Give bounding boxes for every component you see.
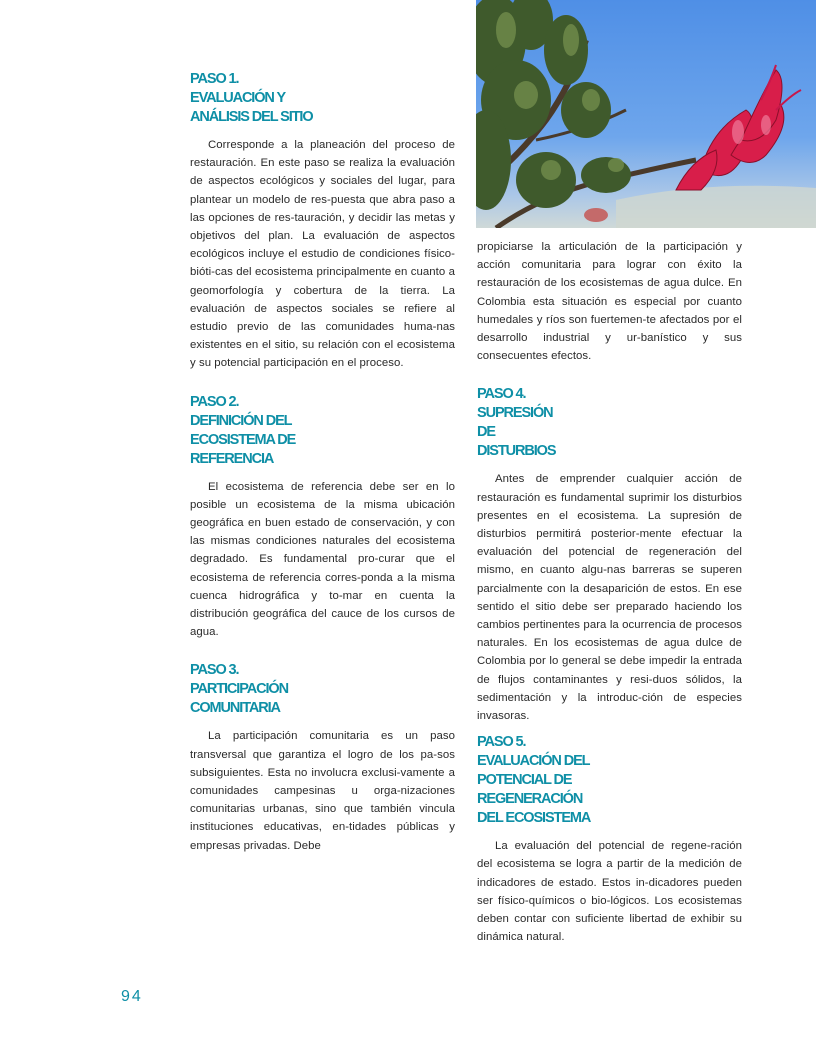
section-paso-4 (477, 385, 742, 725)
heading-line: PASO 5. (477, 734, 526, 751)
section-paso-2 (190, 393, 455, 642)
heading-line: REGENERACIÓN (477, 791, 583, 808)
page-number: 94 (121, 988, 143, 1005)
section-body: Corresponde a la planeación del proceso de restauración. En este paso se realiza la evaluación de aspectos ecológicos y sociales del lugar, para plantear un modelo de res-puesta que abra paso a las opciones de res-tauración, y decidir las metas y objetivos del plan. La evaluación de aspectos ecológicos incluye el estudio de condiciones físico-bióti-cas del ecosistema principalmente en cuanto a geomorfología y cobertura de la tierra. La evaluación de aspectos sociales se refiere al estudio previo de las comunidades huma-nas existentes en el sitio, su relación con el ecosistema y su potencial participación en el proceso. (190, 139, 455, 370)
heading-line: ANÁLISIS DEL SITIO (190, 109, 313, 125)
flower-photo (476, 0, 816, 228)
heading-line: DISTURBIOS (477, 443, 556, 460)
section-paso-3 (190, 661, 455, 854)
heading-line: PASO 1. (190, 71, 239, 87)
heading-line: EVALUACIÓN DEL (477, 753, 590, 770)
section-body: La participación comunitaria es un paso transversal que garantiza el logro de los pa-sos subsiguientes. Esta no involucra exclusi-vamente a comunidades campesinas u orga-nizaciones comunitarias urbanas, sino que también vincula instituciones educativas, en-tidades públicas y empresas privadas. Debe (190, 730, 455, 852)
section-heading (477, 733, 742, 828)
section-body: El ecosistema de referencia debe ser en lo posible un ecosistema de la misma ubicación geográfica en buen estado de conservación, y con las mismas condiciones naturales del ecosistema degradado. Es fundamental pro-curar que el ecosistema de referencia corres-ponda a la misma cuenca hidrográfica y to-mar en cuenta la distribución geográfica del cauce de los cursos de agua. (190, 480, 455, 639)
section-heading (190, 661, 455, 718)
left-column (190, 70, 455, 875)
heading-line: REFERENCIA (190, 450, 274, 467)
section-heading (477, 385, 742, 461)
heading-line: PASO 3. (190, 662, 239, 679)
heading-line: POTENCIAL DE (477, 772, 572, 789)
section-heading (190, 70, 455, 127)
heading-line: DEL ECOSISTEMA (477, 810, 591, 827)
heading-line: DE (477, 424, 495, 441)
heading-line: PASO 2. (190, 393, 239, 410)
section-body: Antes de emprender cualquier acción de restauración es fundamental suprimir los disturbios presentes en el ecosistema. La supresión de disturbios permitirá posterior-mente efectuar la evaluación del potencial de regeneración del mismo, en cuanto algu-nas barreras se superen parcialmente con la desaparición de estos. En ese sentido el sitio debe ser preparado haciendo los cambios pertinentes para la ocurrencia de procesos naturales. En los ecosistemas de agua dulce de Colombia por lo general se debe impedir la entrada de flujos contaminantes y resi-duos sólidos, la sedimentación y la introduc-ción de especies invasoras. (477, 473, 742, 723)
heading-line: ECOSISTEMA DE (190, 431, 296, 448)
heading-line: PARTICIPACIÓN (190, 681, 288, 698)
section-body: La evaluación del potencial de regene-ración del ecosistema se logra a partir de la medición de indicadores de estado. Estos in-dicadores pueden ser físico-químicos o bio-lógicos. Los ecosistemas deben contar con suficiente libertad de exhibir su dinámica natural. (477, 840, 742, 944)
continued-paragraph: propiciarse la articulación de la participación y acción comunitaria para lograr con éxito la restauración de los ecosistemas de agua dulce. En Colombia esta situación es especial por cuanto humedales y ríos son fuertemen-te afectados por el desarrollo industrial y ur-banístico y sus consecuentes efectos. (477, 241, 742, 363)
section-paso-1 (190, 70, 455, 373)
section-paso-5 (477, 733, 742, 946)
heading-line: COMUNITARIA (190, 700, 280, 717)
right-column (477, 238, 742, 966)
heading-line: EVALUACIÓN Y (190, 90, 286, 106)
heading-line: DEFINICIÓN DEL (190, 412, 292, 429)
heading-line: PASO 4. (477, 386, 526, 403)
section-heading (190, 393, 455, 469)
heading-line: SUPRESIÓN (477, 405, 553, 422)
